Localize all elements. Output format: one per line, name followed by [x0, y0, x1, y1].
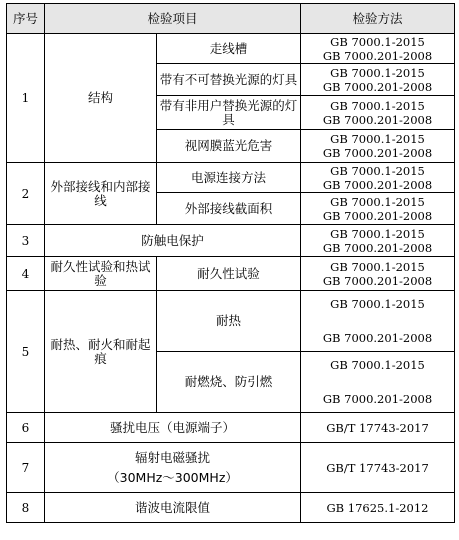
row-sub: 耐燃烧、防引燃: [157, 352, 301, 413]
table-row: [7, 34, 455, 64]
row-sub: 耐热: [157, 291, 301, 352]
row-method: [301, 34, 455, 64]
row-group: 谐波电流限值: [45, 493, 301, 523]
table-row: [7, 163, 455, 193]
std-line: GB 7000.1-2015: [330, 132, 425, 146]
header-no: 序号: [7, 4, 45, 34]
row-method: [301, 163, 455, 193]
table-row: [7, 257, 455, 291]
row-method: [301, 352, 455, 413]
row-no: 4: [7, 257, 45, 291]
row-sub: 走线槽: [157, 34, 301, 64]
header-row: [7, 4, 455, 34]
std-line: GB 7000.1-2015: [330, 194, 425, 209]
group-line: （30MHz～300MHz）: [107, 469, 238, 485]
std-line: GB 7000.201-2008: [322, 273, 433, 288]
row-no: 8: [7, 493, 45, 523]
header-item: 检验项目: [45, 4, 301, 34]
std-line: GB 7000.201-2008: [322, 112, 433, 127]
row-no: 1: [7, 34, 45, 163]
row-sub: 电源连接方法: [157, 163, 301, 193]
row-sub: 带有不可替换光源的灯具: [157, 64, 301, 96]
row-method: GB 17625.1-2012: [301, 493, 455, 523]
row-sub: 带有非用户替换光源的灯具: [157, 96, 301, 130]
row-sub: 外部接线截面积: [157, 193, 301, 225]
row-method: [301, 64, 455, 96]
row-method: [301, 130, 455, 163]
row-group: 外部接线和内部接线: [45, 163, 157, 225]
std-line: GB 7000.1-2015: [330, 98, 425, 113]
row-group: [45, 443, 301, 493]
row-group: 耐热、耐火和耐起痕: [45, 291, 157, 413]
row-no: 7: [7, 443, 45, 493]
std-line: GB 7000.1-2015: [330, 65, 425, 80]
group-line: 辐射电磁骚扰: [135, 449, 211, 465]
std-line: GB 7000.1-2015: [330, 163, 425, 178]
std-line: GB 7000.201-2008: [322, 79, 433, 94]
row-method: GB/T 17743-2017: [301, 413, 455, 443]
row-group: 骚扰电压（电源端子）: [45, 413, 301, 443]
std-line: GB 7000.1-2015: [330, 297, 425, 311]
std-line: GB 7000.1-2015: [330, 34, 425, 49]
row-method: [301, 96, 455, 130]
std-line: GB 7000.1-2015: [330, 259, 425, 274]
row-group: 耐久性试验和热试验: [45, 257, 157, 291]
std-line: GB 7000.201-2008: [322, 331, 433, 345]
row-method: [301, 291, 455, 352]
std-line: GB 7000.201-2008: [322, 208, 433, 223]
std-line: GB 7000.201-2008: [322, 146, 433, 160]
std-line: GB 7000.201-2008: [322, 240, 433, 255]
table-row: [7, 493, 455, 523]
table-row: [7, 413, 455, 443]
row-no: 6: [7, 413, 45, 443]
row-group: 防触电保护: [45, 225, 301, 257]
std-line: GB 7000.201-2008: [322, 392, 433, 406]
std-line: GB 7000.1-2015: [330, 226, 425, 241]
row-sub: 视网膜蓝光危害: [157, 130, 301, 163]
table-row: [7, 443, 455, 493]
std-line: GB 7000.201-2008: [322, 177, 433, 192]
row-no: 2: [7, 163, 45, 225]
inspection-table: [6, 3, 455, 523]
table-row: [7, 291, 455, 352]
row-no: 3: [7, 225, 45, 257]
row-no: 5: [7, 291, 45, 413]
table-row: [7, 225, 455, 257]
std-line: GB 7000.1-2015: [330, 358, 425, 372]
header-method: 检验方法: [301, 4, 455, 34]
row-group: 结构: [45, 34, 157, 163]
row-method: [301, 193, 455, 225]
row-method: GB/T 17743-2017: [301, 443, 455, 493]
std-line: GB 7000.201-2008: [322, 48, 433, 63]
row-method: [301, 257, 455, 291]
row-sub: 耐久性试验: [157, 257, 301, 291]
row-method: [301, 225, 455, 257]
